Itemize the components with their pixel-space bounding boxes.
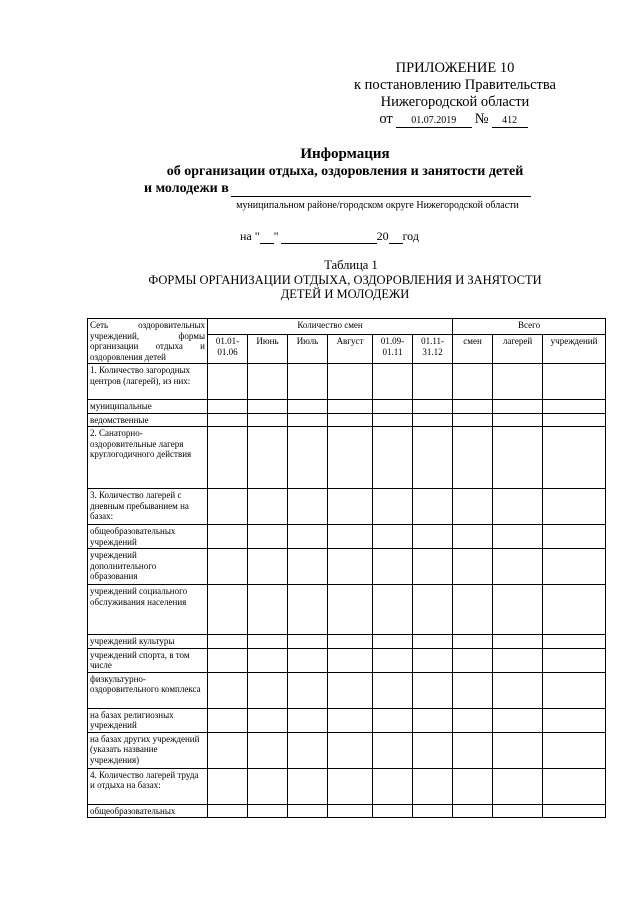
table-row [88,525,606,549]
table-cell-empty[interactable] [493,427,543,489]
table-cell-empty[interactable] [328,400,373,414]
table-cell-empty[interactable] [543,525,606,549]
table-row [88,648,606,672]
table-cell-empty[interactable] [208,364,248,400]
table-cell-empty[interactable] [328,489,373,525]
table-cell-empty[interactable] [493,708,543,732]
appendix-label: ПРИЛОЖЕНИЕ 10 [395,60,515,76]
table-cell-empty[interactable] [288,413,328,427]
table-cell-empty[interactable] [288,525,328,549]
number-sign: № [474,111,489,127]
table-cell-empty[interactable] [543,732,606,768]
table-cell-empty[interactable] [328,635,373,649]
table-cell-empty[interactable] [543,648,606,672]
table-cell-empty[interactable] [208,768,248,804]
table-cell-empty[interactable] [288,648,328,672]
title-line-3-row [130,180,560,197]
table-cell-empty[interactable] [493,400,543,414]
table-cell-empty[interactable] [453,648,493,672]
table-cell-empty[interactable] [373,768,413,804]
table-cell-empty[interactable] [413,549,453,585]
table-cell-empty[interactable] [248,804,288,818]
appendix-line-3: Нижегородской области [380,94,530,110]
municipality-blank [231,182,531,197]
table-cell-empty[interactable] [493,364,543,400]
table-cell-empty[interactable] [328,768,373,804]
date-mid: " [273,229,279,243]
table-cell-empty[interactable] [493,549,543,585]
decree-number-line [330,111,580,128]
table-row [88,413,606,427]
row-label: ведомственные [88,413,208,427]
table-cell-empty[interactable] [453,804,493,818]
table-number: Таблица 1 [324,258,378,272]
table-cell-empty[interactable] [493,804,543,818]
day-blank [260,232,274,244]
table-cell-empty[interactable] [453,708,493,732]
subheader-cell: смен [453,335,493,364]
table-cell-empty[interactable] [248,768,288,804]
table-cell-empty[interactable] [543,364,606,400]
table-cell-empty[interactable] [373,525,413,549]
table-cell-empty[interactable] [413,413,453,427]
row-label: физкультурно-оздоровительного комплекса [88,672,208,708]
table-cell-empty[interactable] [288,364,328,400]
table-cell-empty[interactable] [208,635,248,649]
table-cell-empty[interactable] [493,525,543,549]
table-cell-empty[interactable] [248,648,288,672]
table-cell-empty[interactable] [543,413,606,427]
table-cell-empty[interactable] [453,585,493,635]
table-cell-empty[interactable] [453,364,493,400]
table-row [88,708,606,732]
table-cell-empty[interactable] [328,525,373,549]
table-cell-empty[interactable] [248,525,288,549]
table-cell-empty[interactable] [328,427,373,489]
table-cell-empty[interactable] [493,648,543,672]
table-cell-empty[interactable] [453,635,493,649]
table-cell-empty[interactable] [208,648,248,672]
table-cell-empty[interactable] [373,489,413,525]
subheader-cell: лагерей [493,335,543,364]
table-cell-empty[interactable] [248,400,288,414]
table-row [88,489,606,525]
table-cell-empty[interactable] [413,635,453,649]
subheader-cell: Июнь [248,335,288,364]
forms-table [87,318,606,818]
table-cell-empty[interactable] [328,585,373,635]
table-cell-empty[interactable] [208,427,248,489]
table-caption [80,258,610,302]
table-cell-empty[interactable] [413,708,453,732]
table-cell-empty[interactable] [413,768,453,804]
table-cell-empty[interactable] [208,804,248,818]
table-cell-empty[interactable] [373,364,413,400]
header-shifts-count: Количество смен [208,319,453,335]
table-cell-empty[interactable] [453,549,493,585]
row-label: учреждений дополнительного образования [88,549,208,585]
table-cell-empty[interactable] [373,648,413,672]
row-label: 4. Количество лагерей труда и отдыха на базах: [88,768,208,804]
table-cell-empty[interactable] [493,672,543,708]
header-forms-cell: Сеть оздоровительных учреждений, формы организации отдыха и оздоровления детей [88,319,208,364]
table-row [88,364,606,400]
table-cell-empty[interactable] [453,525,493,549]
table-cell-empty[interactable] [328,804,373,818]
subheader-cell: 01.01-01.06 [208,335,248,364]
row-label: 3. Количество лагерей с дневным пребыванием на базах: [88,489,208,525]
from-label: от [379,111,393,127]
table-cell-empty[interactable] [208,549,248,585]
table-cell-empty[interactable] [413,525,453,549]
table-cell-empty[interactable] [288,635,328,649]
row-label: 2. Санаторно-оздоровительные лагеря круглогодичного действия [88,427,208,489]
row-label: учреждений спорта, в том числе [88,648,208,672]
table-cell-empty[interactable] [208,525,248,549]
table-cell-empty[interactable] [328,708,373,732]
table-cell-empty[interactable] [248,413,288,427]
table-cell-empty[interactable] [373,413,413,427]
decree-number: 412 [492,115,528,128]
document-title [130,146,560,197]
table-cell-empty[interactable] [208,732,248,768]
subheader-cell: 01.11-31.12 [413,335,453,364]
table-cell-empty[interactable] [373,400,413,414]
table-row [88,768,606,804]
table-cell-empty[interactable] [373,585,413,635]
table-cell-empty[interactable] [208,708,248,732]
table-cell-empty[interactable] [248,364,288,400]
table-cell-empty[interactable] [453,427,493,489]
table-cell-empty[interactable] [453,768,493,804]
table-cell-empty[interactable] [328,413,373,427]
title-line-2: об организации отдыха, оздоровления и занятости детей [166,164,524,179]
table-cell-empty[interactable] [248,672,288,708]
table-caption-line-2: ДЕТЕЙ И МОЛОДЕЖИ [280,287,410,301]
table-cell-empty[interactable] [413,427,453,489]
table-cell-empty[interactable] [248,427,288,489]
table-row [88,549,606,585]
table-cell-empty[interactable] [328,364,373,400]
title-line-3: и молодежи в [144,181,229,196]
table-cell-empty[interactable] [288,768,328,804]
row-label: учреждений культуры [88,635,208,649]
decree-date: 01.07.2019 [396,115,472,128]
table-cell-empty[interactable] [208,413,248,427]
table-row [88,672,606,708]
table-cell-empty[interactable] [208,585,248,635]
table-header-row-1 [88,319,606,335]
row-label: на базах других учреждений (указать название учреждения) [88,732,208,768]
table-cell-empty[interactable] [543,427,606,489]
table-cell-empty[interactable] [288,732,328,768]
table-cell-empty[interactable] [453,489,493,525]
table-row [88,427,606,489]
table-cell-empty[interactable] [328,549,373,585]
table-cell-empty[interactable] [208,400,248,414]
table-row [88,585,606,635]
row-label: 1. Количество загородных центров (лагерей), из них: [88,364,208,400]
table-cell-empty[interactable] [493,732,543,768]
table-row [88,804,606,818]
row-label: муниципальные [88,400,208,414]
table-cell-empty[interactable] [208,489,248,525]
table-cell-empty[interactable] [373,427,413,489]
table-cell-empty[interactable] [328,648,373,672]
table-cell-empty[interactable] [288,549,328,585]
date-prefix: на " [240,229,260,243]
month-blank [281,232,377,244]
table-cell-empty[interactable] [248,732,288,768]
table-row [88,732,606,768]
table-cell-empty[interactable] [413,804,453,818]
table-cell-empty[interactable] [288,427,328,489]
table-cell-empty[interactable] [453,400,493,414]
year-blank [389,232,403,244]
table-cell-empty[interactable] [543,804,606,818]
header-total: Всего [453,319,606,335]
title-line-1: Информация [300,146,390,162]
subheader-cell: учреждений [543,335,606,364]
date-line [240,229,419,244]
table-cell-empty[interactable] [493,489,543,525]
appendix-block [330,60,580,128]
table-cell-empty[interactable] [413,364,453,400]
table-cell-empty[interactable] [248,708,288,732]
table-caption-line-1: ФОРМЫ ОРГАНИЗАЦИИ ОТДЫХА, ОЗДОРОВЛЕНИЯ И ЗАНЯТОСТИ [148,272,542,287]
row-label: учреждений социального обслуживания населения [88,585,208,635]
municipality-note: муниципальном районе/городском округе Нижегородской области [236,200,519,211]
table-cell-empty[interactable] [288,400,328,414]
table-cell-empty[interactable] [373,708,413,732]
table-cell-empty[interactable] [543,400,606,414]
table-cell-empty[interactable] [208,672,248,708]
table-cell-empty[interactable] [373,804,413,818]
table-cell-empty[interactable] [453,672,493,708]
table-cell-empty[interactable] [543,672,606,708]
table-cell-empty[interactable] [248,549,288,585]
table-cell-empty[interactable] [493,768,543,804]
table-cell-empty[interactable] [413,400,453,414]
table-cell-empty[interactable] [493,585,543,635]
table-cell-empty[interactable] [288,489,328,525]
date-suffix: год [402,229,419,243]
table-cell-empty[interactable] [373,549,413,585]
table-cell-empty[interactable] [413,585,453,635]
table-cell-empty[interactable] [543,489,606,525]
table-cell-empty[interactable] [543,768,606,804]
table-cell-empty[interactable] [543,585,606,635]
year-prefix: 20 [376,229,389,243]
table-cell-empty[interactable] [413,732,453,768]
table-cell-empty[interactable] [288,672,328,708]
table-row [88,400,606,414]
table-cell-empty[interactable] [248,635,288,649]
subheader-cell: Июль [288,335,328,364]
appendix-line-2: к постановлению Правительства [354,77,556,93]
table-cell-empty[interactable] [248,489,288,525]
table-cell-empty[interactable] [373,635,413,649]
table-cell-empty[interactable] [413,672,453,708]
subheader-cell: Август [328,335,373,364]
table-cell-empty[interactable] [453,413,493,427]
table-cell-empty[interactable] [288,804,328,818]
row-label: на базах религиозных учреждений [88,708,208,732]
table-cell-empty[interactable] [413,489,453,525]
table-cell-empty[interactable] [288,585,328,635]
table-cell-empty[interactable] [328,732,373,768]
table-cell-empty[interactable] [493,635,543,649]
table-cell-empty[interactable] [373,732,413,768]
table-cell-empty[interactable] [543,708,606,732]
table-cell-empty[interactable] [288,708,328,732]
table-cell-empty[interactable] [453,732,493,768]
subheader-cell: 01.09-01.11 [373,335,413,364]
table-cell-empty[interactable] [248,585,288,635]
table-cell-empty[interactable] [328,672,373,708]
table-cell-empty[interactable] [543,549,606,585]
table-row [88,635,606,649]
table-cell-empty[interactable] [493,413,543,427]
table-cell-empty[interactable] [413,648,453,672]
row-label: общеобразовательных учреждений [88,525,208,549]
table-cell-empty[interactable] [543,635,606,649]
row-label: общеобразовательных [88,804,208,818]
table-cell-empty[interactable] [373,672,413,708]
